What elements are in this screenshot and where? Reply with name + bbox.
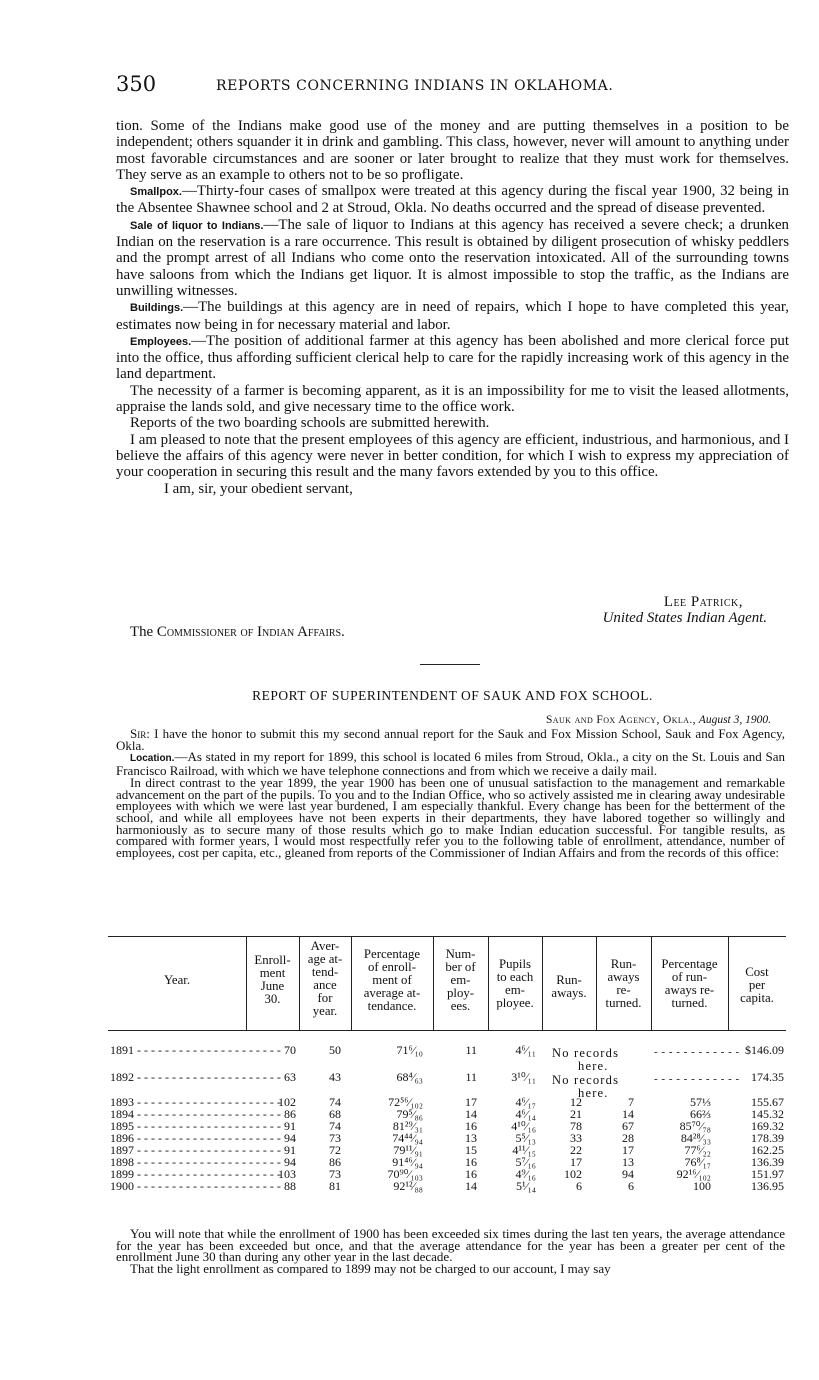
table-cell-cost: 178.39 — [751, 1131, 784, 1145]
table-cell-pupils: 3¹⁰⁄₁₁ — [511, 1070, 536, 1084]
paragraph-location — [116, 749, 785, 779]
run-in-heading: Smallpox. — [130, 186, 182, 199]
table-cell-pct: 81²⁹⁄₃₁ — [392, 1119, 423, 1133]
table-cell-cost: 145.32 — [751, 1107, 784, 1121]
column-header-employees: Num- ber of em- ploy- ees. — [445, 947, 476, 1013]
report-body — [116, 728, 785, 859]
paragraph-contrast: In direct contrast to the year 1899, the year 1900 has been one of unusual satisfaction to the management and remarkable advancement on the part of the pupils. To you and to the Indian Office, who so actively assisted me in clearing away undesirable employees with which we were last year burdened, I am especially thankful. Every change has been for the betterment of the school, and while all employees have not been experts in their departments, they have labored together so willingly and harmoniously as to secure many of those results which go to make Indian education successful. For tangible results, as compared with former years, I would most respectfully refer you to the following table of enrollment, attendance, number of employees, cost per capita, etc., gleaned from reports of the Commissioner of Indian Affairs and from the records of this office: — [116, 774, 785, 861]
table-cell-pctret: 66⅔ — [690, 1107, 711, 1121]
paragraph-intro — [116, 728, 785, 751]
blank-leader: - - - - - - - - - - - - — [654, 1073, 740, 1085]
table-cell-run: 78 — [570, 1119, 582, 1133]
table-cell-cost: 151.97 — [751, 1167, 784, 1181]
table-cell-pctret: 85⁷⁰⁄₇₈ — [679, 1119, 711, 1133]
table-cell-pupils: 4⁶⁄₁₁ — [515, 1043, 536, 1057]
table-cell-pctret: 77⁶⁄₂₂ — [684, 1143, 711, 1157]
table-cell-ret: 17 — [622, 1143, 634, 1157]
table-cell-emp: 14 — [465, 1107, 477, 1121]
table-cell-ret: 67 — [622, 1119, 634, 1133]
table-cell-pctret: 57⅓ — [690, 1095, 711, 1109]
table-cell-year: 1900 - - - - - - - - - - - - - - - - - - - - - — [110, 1179, 281, 1193]
no-records-note: No records — [552, 1073, 620, 1087]
table-cell-avg: 86 — [329, 1155, 341, 1169]
table-cell-pct: 68⁴⁄₆₃ — [396, 1070, 423, 1084]
paragraph-continuation: That the light enrollment as compared to 1899 may not be charged to our account, I may say — [130, 1261, 611, 1277]
table-cell-emp: 11 — [465, 1043, 477, 1057]
table-cell-avg: 81 — [329, 1179, 341, 1193]
signer-title: United States Indian Agent. — [602, 610, 767, 626]
table-cell-year: 1893 - - - - - - - - - - - - - - - - - - - - - — [110, 1095, 281, 1109]
table-cell-pct: 79¹¹⁄₉₁ — [393, 1143, 423, 1157]
dateline — [546, 714, 771, 726]
table-cell-enroll: 88 — [284, 1179, 296, 1193]
table-cell-enroll: 91 — [284, 1143, 296, 1157]
column-header-percentage-returned: Percentage of run- aways re- turned. — [661, 957, 718, 1010]
table-cell-pupils: 4⁹⁄₁₆ — [515, 1167, 536, 1181]
table-cell-enroll: 86 — [284, 1107, 296, 1121]
table-cell-cost: 162.25 — [751, 1143, 784, 1157]
table-cell-pupils: 4⁶⁄₁₇ — [515, 1095, 536, 1109]
table-cell-pct: 79⁵⁄₈₆ — [396, 1107, 423, 1121]
table-cell-cost: 136.95 — [751, 1179, 784, 1193]
header-title: REPORTS CONCERNING INDIANS IN OKLAHOMA. — [216, 78, 614, 94]
table-cell-emp: 13 — [465, 1131, 477, 1145]
running-header — [116, 72, 796, 100]
table-cell-pupils: 5⁷⁄₁₆ — [515, 1155, 536, 1169]
table-cell-enroll: 63 — [284, 1070, 296, 1084]
table-cell-avg: 50 — [329, 1043, 341, 1057]
paragraph-closing: I am, sir, your obedient servant, — [164, 480, 353, 497]
table-cell-ret: 7 — [628, 1095, 634, 1109]
table-cell-avg: 43 — [329, 1070, 341, 1084]
addressee-name: Commissioner of Indian Affairs. — [156, 624, 345, 640]
table-top-rule — [108, 936, 786, 937]
table-cell-enroll: 94 — [284, 1155, 296, 1169]
paragraph-smallpox — [116, 183, 789, 217]
table-cell-enroll: 103 — [278, 1167, 296, 1181]
signature-block — [116, 594, 789, 644]
table-cell-run: 6 — [576, 1179, 582, 1193]
table-cell-year: 1894 - - - - - - - - - - - - - - - - - - - - - — [110, 1107, 281, 1121]
paragraph-continuation: tion. Some of the Indians make good use of the money and are putting themselves in a position to be independent; others squander it in drink and gambling. This class, however, never will amount to anything under most favorable circumstances and are sooner or later brought to realize that they must work for themselves. They serve as an example to others not to be so profligate. — [116, 118, 789, 183]
table-cell-pupils: 5¹⁄₁₄ — [516, 1179, 536, 1193]
table-cell-run: 17 — [570, 1155, 582, 1169]
table-cell-cost: $146.09 — [745, 1043, 784, 1057]
table-cell-ret: 14 — [622, 1107, 634, 1121]
table-cell-year: 1897 - - - - - - - - - - - - - - - - - - - - - — [110, 1143, 281, 1157]
paragraph-pleased: I am pleased to note that the present employees of this agency are efficient, industrious, and harmonious, and I believe the affairs of this agency were never in better condition, for which I wish to express my appreciation of your cooperation in securing this result and the many favors extended by you to this office. — [116, 431, 789, 481]
dateline-date: August 3, 1900. — [698, 714, 771, 726]
table-cell-enroll: 70 — [284, 1043, 296, 1057]
page-number: 350 — [116, 72, 157, 96]
table-cell-avg: 74 — [329, 1119, 341, 1133]
no-records-note-cont: here. — [578, 1086, 609, 1100]
run-in-heading: Location. — [130, 753, 175, 765]
table-header-rule — [108, 1030, 786, 1031]
table-cell-emp: 15 — [465, 1143, 477, 1157]
column-header-pupils-per-employee: Pupils to each em- ployee. — [496, 957, 534, 1010]
table-cell-cost: 169.32 — [751, 1119, 784, 1133]
table-cell-run: 33 — [570, 1131, 582, 1145]
paragraph-farmer: The necessity of a farmer is becoming apparent, as it is an impossibility for me to visit the leased allotments, appraise the lands sold, and give necessary time to the office work. — [116, 382, 789, 416]
paragraph-employees — [116, 333, 789, 383]
table-cell-ret: 28 — [622, 1131, 634, 1145]
blank-leader: - - - - - - - - - - - - — [654, 1046, 740, 1058]
closing-text — [116, 1228, 785, 1275]
table-cell-pct: 70⁹⁰⁄₁₀₃ — [387, 1167, 423, 1181]
table-cell-run: 102 — [564, 1167, 582, 1181]
table-cell-ret: 13 — [622, 1155, 634, 1169]
table-cell-pupils: 4⁶⁄₁₄ — [515, 1107, 536, 1121]
table-cell-year: 1892 - - - - - - - - - - - - - - - - - - - - - — [110, 1070, 281, 1084]
table-cell-year: 1891 - - - - - - - - - - - - - - - - - - - - - — [110, 1043, 281, 1057]
column-header-year: Year. — [163, 973, 191, 987]
table-cell-year: 1898 - - - - - - - - - - - - - - - - - - - - - — [110, 1155, 281, 1169]
paragraph-buildings — [116, 299, 789, 333]
table-cell-avg: 73 — [329, 1167, 341, 1181]
table-cell-pct: 92¹²⁄₈₈ — [393, 1179, 423, 1193]
table-cell-enroll: 94 — [284, 1131, 296, 1145]
table-cell-cost: 136.39 — [751, 1155, 784, 1169]
table-cell-pctret: 92¹⁶⁄₁₀₂ — [676, 1167, 711, 1181]
table-cell-avg: 68 — [329, 1107, 341, 1121]
column-header-runaways: Run- aways. — [551, 973, 587, 1000]
table-cell-emp: 16 — [465, 1155, 477, 1169]
addressee — [130, 624, 345, 641]
no-records-note-cont: here. — [578, 1059, 609, 1073]
dateline-place: Sauk and Fox Agency, Okla., — [546, 714, 696, 726]
table-cell-ret: 94 — [622, 1167, 634, 1181]
table-cell-avg: 72 — [329, 1143, 341, 1157]
paragraph-text: —The buildings at this agency are in need of repairs, which I hope to have completed this year, estimates now being in for necessary material and labor. — [116, 299, 789, 333]
table-cell-emp: 14 — [465, 1179, 477, 1193]
run-in-heading: Sale of liquor to Indians. — [130, 219, 264, 232]
section-divider — [420, 664, 480, 665]
table-cell-emp: 17 — [465, 1095, 477, 1109]
table-cell-pct: 74⁴⁴⁄₉₄ — [392, 1131, 423, 1145]
run-in-heading: Buildings. — [130, 302, 184, 315]
table-cell-emp: 16 — [465, 1167, 477, 1181]
letter-body — [116, 118, 789, 497]
paragraph-text: I have the honor to submit this my second annual report for the Sauk and Fox Mission School, Sauk and Fox Agency, Okla. — [116, 726, 785, 753]
table-cell-year: 1899 - - - - - - - - - - - - - - - - - - - - - — [110, 1167, 281, 1181]
paragraph-text: —Thirty-four cases of smallpox were treated at this agency during the fiscal year 1900, 32 being in the Absentee Shawnee school and 2 at Stroud, Okla. No deaths occurred and the spread of disease prevented. — [116, 183, 789, 217]
run-in-heading: Employees. — [130, 335, 192, 348]
table-cell-pctret: 84²⁸⁄₃₃ — [680, 1131, 711, 1145]
table-cell-year: 1895 - - - - - - - - - - - - - - - - - - - - - — [110, 1119, 281, 1133]
addressee-prefix: The — [130, 624, 154, 640]
table-cell-emp: 16 — [465, 1119, 477, 1133]
table-cell-pupils: 4¹⁰⁄₁₆ — [511, 1119, 536, 1133]
table-cell-run: 21 — [570, 1107, 582, 1121]
table-cell-pupils: 5⁵⁄₁₃ — [515, 1131, 536, 1145]
table-cell-pctret: 76⁸⁄₁₇ — [684, 1155, 711, 1169]
table-cell-avg: 74 — [329, 1095, 341, 1109]
table-cell-year: 1896 - - - - - - - - - - - - - - - - - - - - - — [110, 1131, 281, 1145]
paragraph-text: —The position of additional farmer at this agency has been abolished and more clerical force put into the office, thus affording sufficient clerical help to care for the rapidly increasing work of this agency in the land department. — [116, 332, 789, 383]
table-cell-pct: 72⁵⁶⁄₁₀₂ — [388, 1095, 423, 1109]
paragraph-reports: Reports of the two boarding schools are submitted herewith. — [130, 415, 490, 432]
paragraph-liquor — [116, 217, 789, 299]
table-cell-enroll: 91 — [284, 1119, 296, 1133]
table-cell-run: 22 — [570, 1143, 582, 1157]
report-title: REPORT OF SUPERINTENDENT OF SAUK AND FOX SCHOOL. — [252, 688, 653, 703]
column-header-runaways-returned: Run- aways re- turned. — [605, 957, 642, 1010]
table-cell-enroll: 102 — [278, 1095, 296, 1109]
table-cell-pctret: 100 — [693, 1179, 711, 1193]
table-cell-avg: 73 — [329, 1131, 341, 1145]
column-header-attendance: Aver- age at- tend- ance for year. — [307, 939, 343, 1018]
no-records-note: No records — [552, 1046, 620, 1060]
table-cell-cost: 174.35 — [751, 1070, 784, 1084]
enrollment-table — [108, 936, 786, 1199]
column-header-enrollment: Enroll- ment June 30. — [254, 953, 291, 1006]
table-cell-pct: 91⁴⁶⁄₉₄ — [392, 1155, 423, 1169]
paragraph-text: —As stated in my report for 1899, this school is located 6 miles from Stroud, Okla., a city on the St. Louis and San Francisco Railroad, with which we have telephone connections and from which we receive a daily mail. — [116, 749, 785, 779]
signer-name: Lee Patrick, — [663, 594, 743, 610]
salutation: Sir: — [130, 726, 150, 741]
paragraph-observation: You will note that while the enrollment of 1900 has been exceeded six times during the last ten years, the average attendance for the year has been exceeded but once, and that the average attendance for the year has been a greater per cent of the enrollment June 30 than during any other year in the last decade. — [116, 1226, 785, 1265]
table-cell-ret: 6 — [628, 1179, 634, 1193]
table-cell-run: 12 — [570, 1095, 582, 1109]
table-cell-cost: 155.67 — [751, 1095, 784, 1109]
table-cell-pct: 71⁶⁄₁₀ — [396, 1043, 423, 1057]
paragraph-text: —The sale of liquor to Indians at this agency has received a severe check; a drunken Indian on the reservation is a rare occurrence. This result is obtained by diligent prosecution of whisky peddlers and the prompt arrest of all Indians who come onto the reservation intoxicated. All of the surrounding towns have saloons from which the Indians get liquor. It is almost impossible to stop the traffic, as the Indians are unwilling witnesses. — [116, 216, 789, 299]
table-cell-pupils: 4¹¹⁄₁₅ — [512, 1143, 536, 1157]
column-header-percentage: Percentage of enroll- ment of average at- tendance. — [363, 947, 421, 1013]
column-header-cost: Cost per capita. — [740, 965, 774, 1005]
table-cell-emp: 11 — [465, 1070, 477, 1084]
